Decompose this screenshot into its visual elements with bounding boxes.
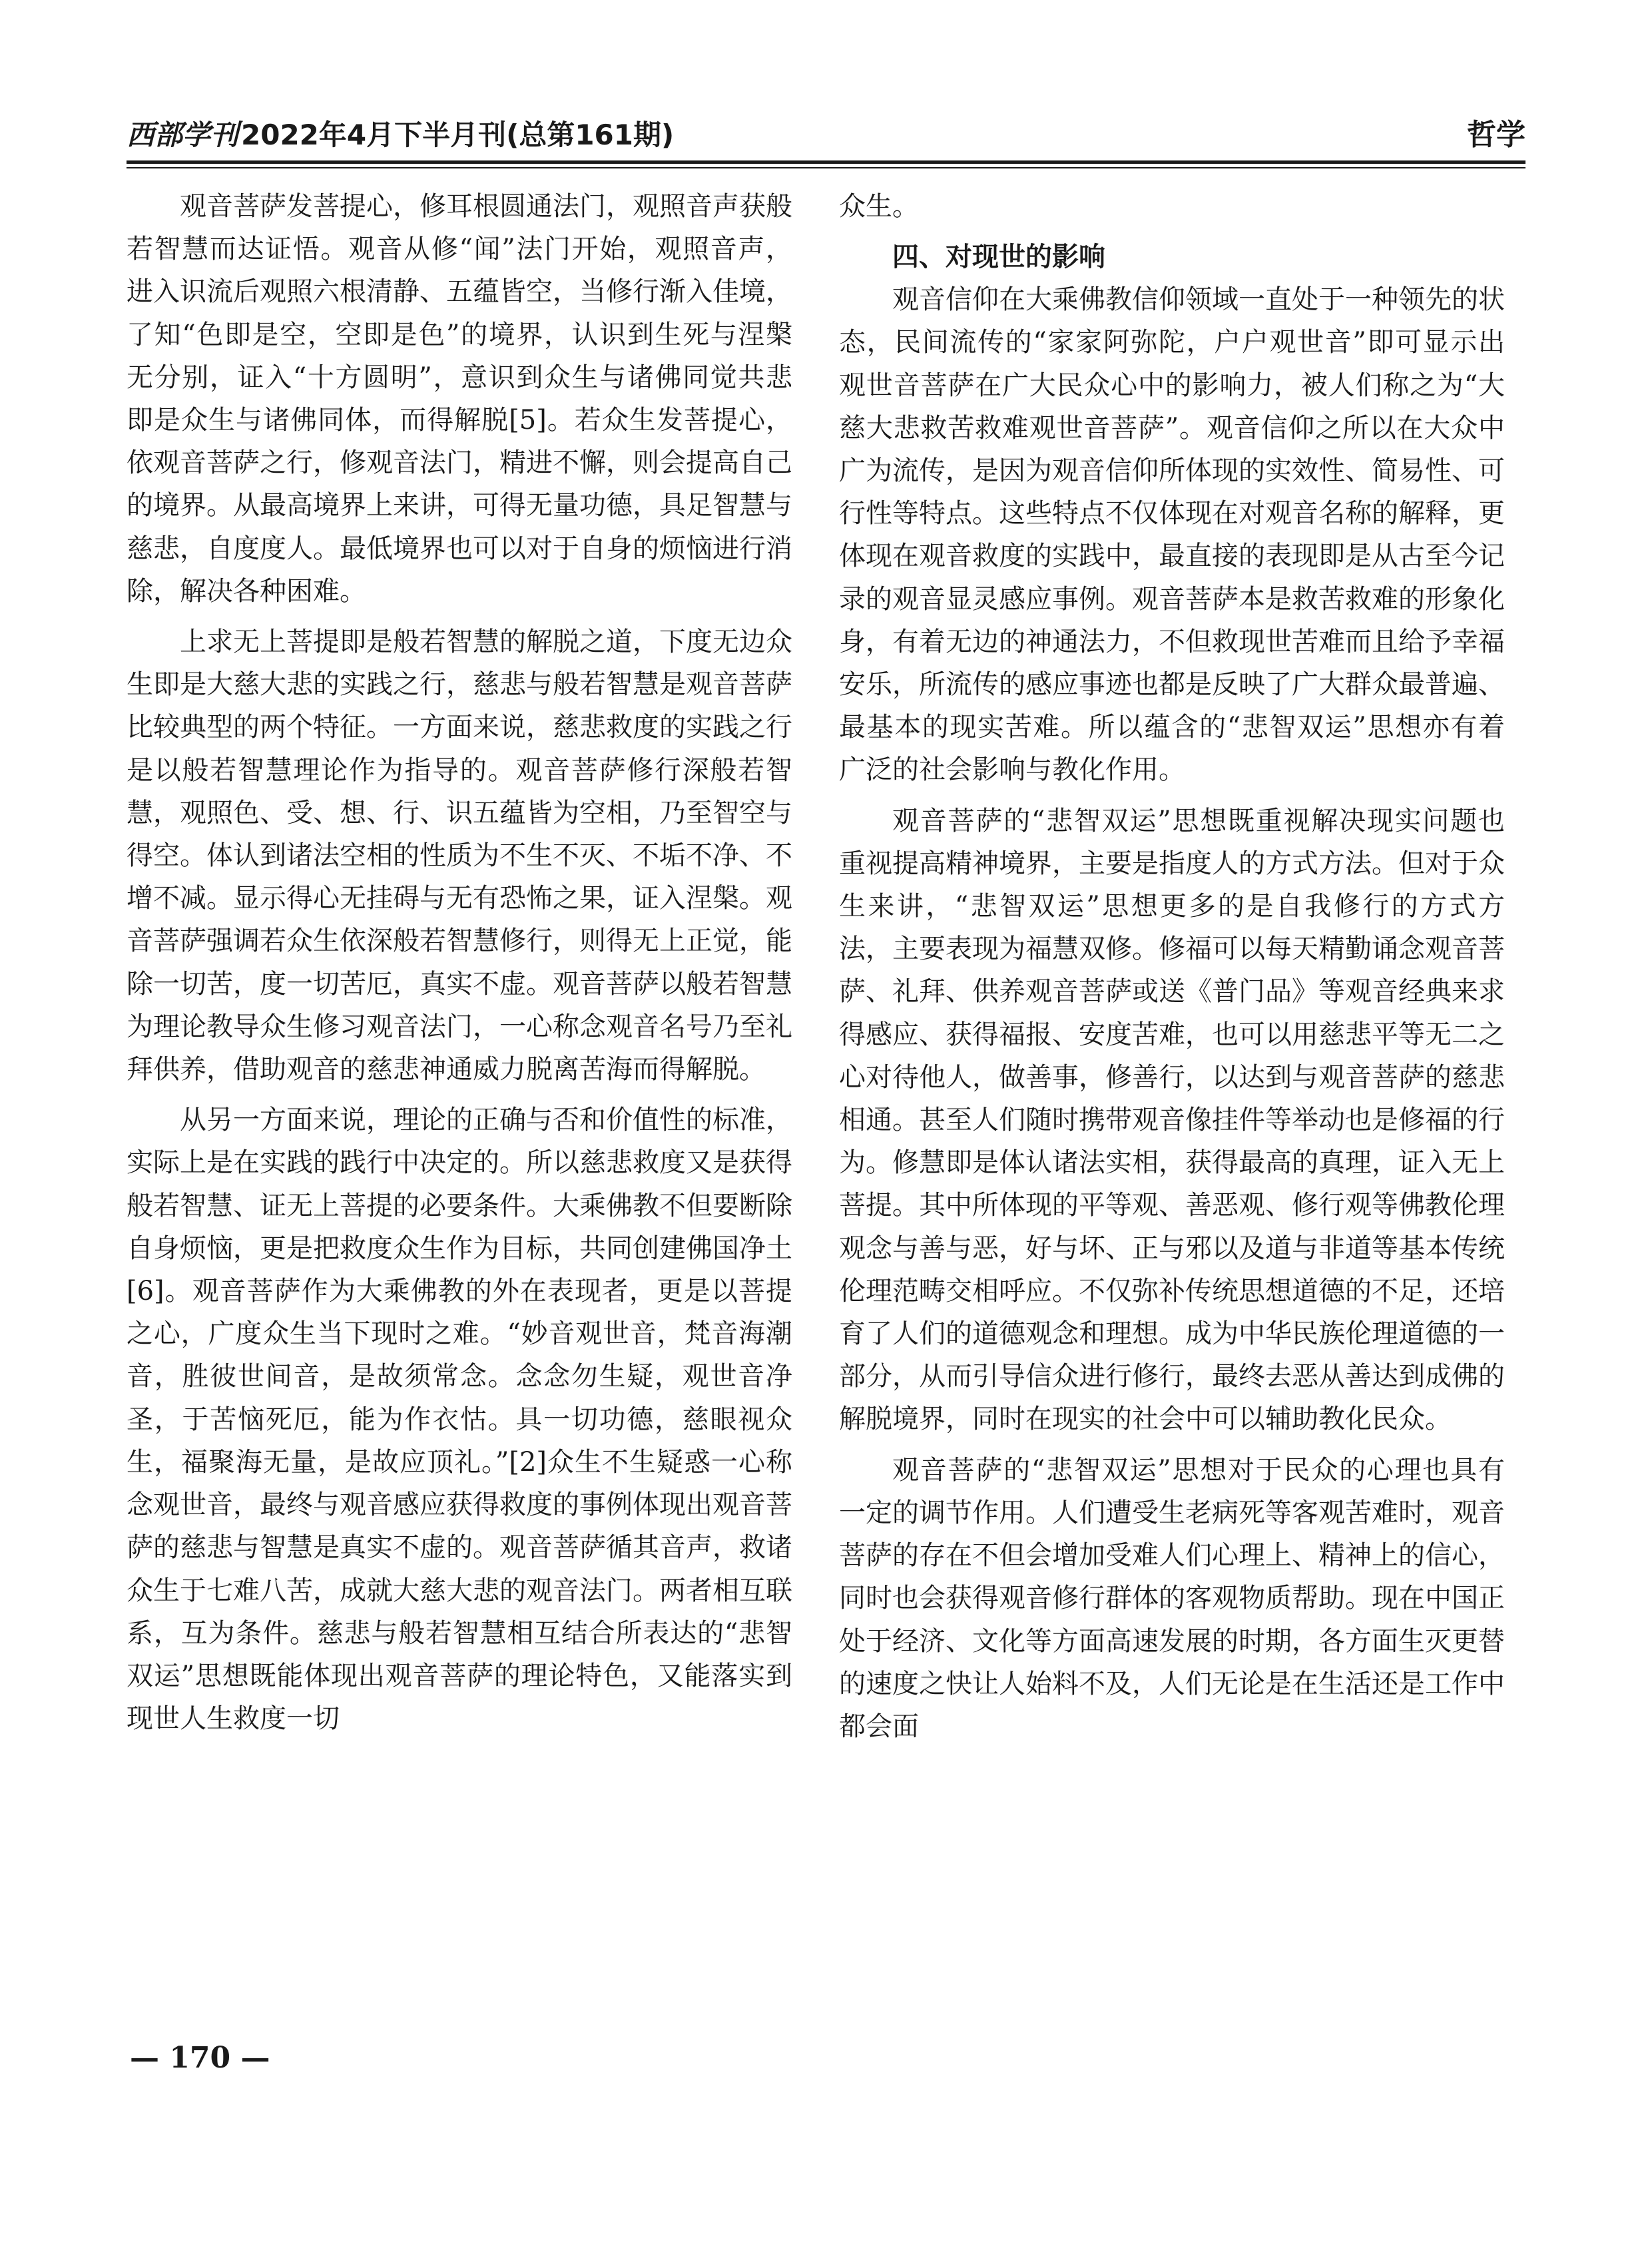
page-number: — 170 — bbox=[130, 2041, 270, 2075]
section-label: 哲学 bbox=[1467, 118, 1525, 152]
paragraph: 观音菩萨发菩提心，修耳根圆通法门，观照音声获般若智慧而达证悟。观音从修“闻”法门开始，观照音声，进入识流后观照六根清静、五蕴皆空，当修行渐入佳境，了知“色即是空，空即是色”的境界，认识到生死与涅槃无分别，证入“十方圆明”，意识到众生与诸佛同觉共悲即是众生与诸佛同体，而得解脱[5]。若众生发菩提心，依观音菩萨之行，修观音法门，精进不懈，则会提高自己的境界。从最高境界上来讲，可得无量功德，具足智慧与慈悲，自度度人。最低境界也可以对于自身的烦恼进行消除，解决各种困难。 bbox=[127, 191, 792, 607]
header-rule-thin bbox=[127, 167, 1525, 168]
left-column bbox=[127, 185, 792, 1748]
page-header bbox=[127, 110, 1525, 163]
paragraph: 观音信仰在大乘佛教信仰领域一直处于一种领先的状态，民间流传的“家家阿弥陀，户户观世音”即可显示出观世音菩萨在广大民众心中的影响力，被人们称之为“大慈大悲救苦救难观世音菩萨”。观音信仰之所以在大众中广为流传，是因为观音信仰所体现的实效性、简易性、可行性等特点。这些特点不仅体现在对观音名称的解释，更体现在观音救度的实践中，最直接的表现即是从古至今记录的观音显灵感应事例。观音菩萨本是救苦救难的形象化身，有着无边的神通法力，不但救现世苦难而且给予幸福安乐，所流传的感应事迹也都是反映了广大群众最普遍、最基本的现实苦难。所以蕴含的“悲智双运”思想亦有着广泛的社会影响与教化作用。 bbox=[839, 284, 1505, 786]
section-heading: 四、对现世的影响 bbox=[892, 242, 1105, 273]
paragraph: 观音菩萨的“悲智双运”思想对于民众的心理也具有一定的调节作用。人们遭受生老病死等客观苦难时，观音菩萨的存在不但会增加受难人们心理上、精神上的信心，同时也会获得观音修行群体的客观物质帮助。现在中国正处于经济、文化等方面高速发展的时期，各方面生灭更替的速度之快让人始料不及，人们无论是在生活还是工作中都会面 bbox=[839, 1454, 1505, 1742]
journal-issue: 2022年4月下半月刊(总第161期) bbox=[241, 119, 675, 151]
paragraph: 观音菩萨的“悲智双运”思想既重视解决现实问题也重视提高精神境界，主要是指度人的方式方法。但对于众生来讲，“悲智双运”思想更多的是自我修行的方式方法，主要表现为福慧双修。修福可以每天精勤诵念观音菩萨、礼拜、供养观音菩萨或送《普门品》等观音经典来求得感应、获得福报、安度苦难，也可以用慈悲平等无二之心对待他人，做善事，修善行，以达到与观音菩萨的慈悲相通。甚至人们随时携带观音像挂件等举动也是修福的行为。修慧即是体认诸法实相，获得最高的真理，证入无上菩提。其中所体现的平等观、善恶观、修行观等佛教伦理观念与善与恶，好与坏、正与邪以及道与非道等基本传统伦理范畴交相呼应。不仅弥补传统思想道德的不足，还培育了人们的道德观念和理想。成为中华民族伦理道德的一部分，从而引导信众进行修行，最终去恶从善达到成佛的解脱境界，同时在现实的社会中可以辅助教化民众。 bbox=[839, 805, 1505, 1435]
header-rule bbox=[127, 160, 1525, 164]
journal-title bbox=[127, 115, 674, 155]
paragraph: 上求无上菩提即是般若智慧的解脱之道，下度无边众生即是大慈大悲的实践之行，慈悲与般若智慧是观音菩萨比较典型的两个特征。一方面来说，慈悲救度的实践之行是以般若智慧理论作为指导的。观音菩萨修行深般若智慧，观照色、受、想、行、识五蕴皆为空相，乃至智空与得空。体认到诸法空相的性质为不生不灭、不垢不净、不增不减。显示得心无挂碍与无有恐怖之果，证入涅槃。观音菩萨强调若众生依深般若智慧修行，则得无上正觉，能除一切苦，度一切苦厄，真实不虚。观音菩萨以般若智慧为理论教导众生修习观音法门，一心称念观音名号乃至礼拜供养，借助观音的慈悲神通威力脱离苦海而得解脱。 bbox=[127, 627, 792, 1085]
paragraph: 从另一方面来说，理论的正确与否和价值性的标准，实际上是在实践的践行中决定的。所以慈悲救度又是获得般若智慧、证无上菩提的必要条件。大乘佛教不但要断除自身烦恼，更是把救度众生作为目标，共同创建佛国净土[6]。观音菩萨作为大乘佛教的外在表现者，更是以菩提之心，广度众生当下现时之难。“妙音观世音，梵音海潮音，胜彼世间音，是故须常念。念念勿生疑，观世音净圣，于苦恼死厄，能为作衣怙。具一切功德，慈眼视众生，福聚海无量，是故应顶礼。”[2]众生不生疑惑一心称念观世音，最终与观音感应获得救度的事例体现出观音菩萨的慈悲与智慧是真实不虚的。观音菩萨循其音声，救诸众生于七难八苦，成就大慈大悲的观音法门。两者相互联系，互为条件。慈悲与般若智慧相互结合所表达的“悲智双运”思想既能体现出观音菩萨的理论特色，又能落实到现世人生救度一切 bbox=[127, 1105, 792, 1735]
journal-logo: 西部学刊 bbox=[127, 119, 239, 151]
right-column bbox=[839, 185, 1505, 1756]
paragraph-continuation: 众生。 bbox=[839, 191, 919, 222]
